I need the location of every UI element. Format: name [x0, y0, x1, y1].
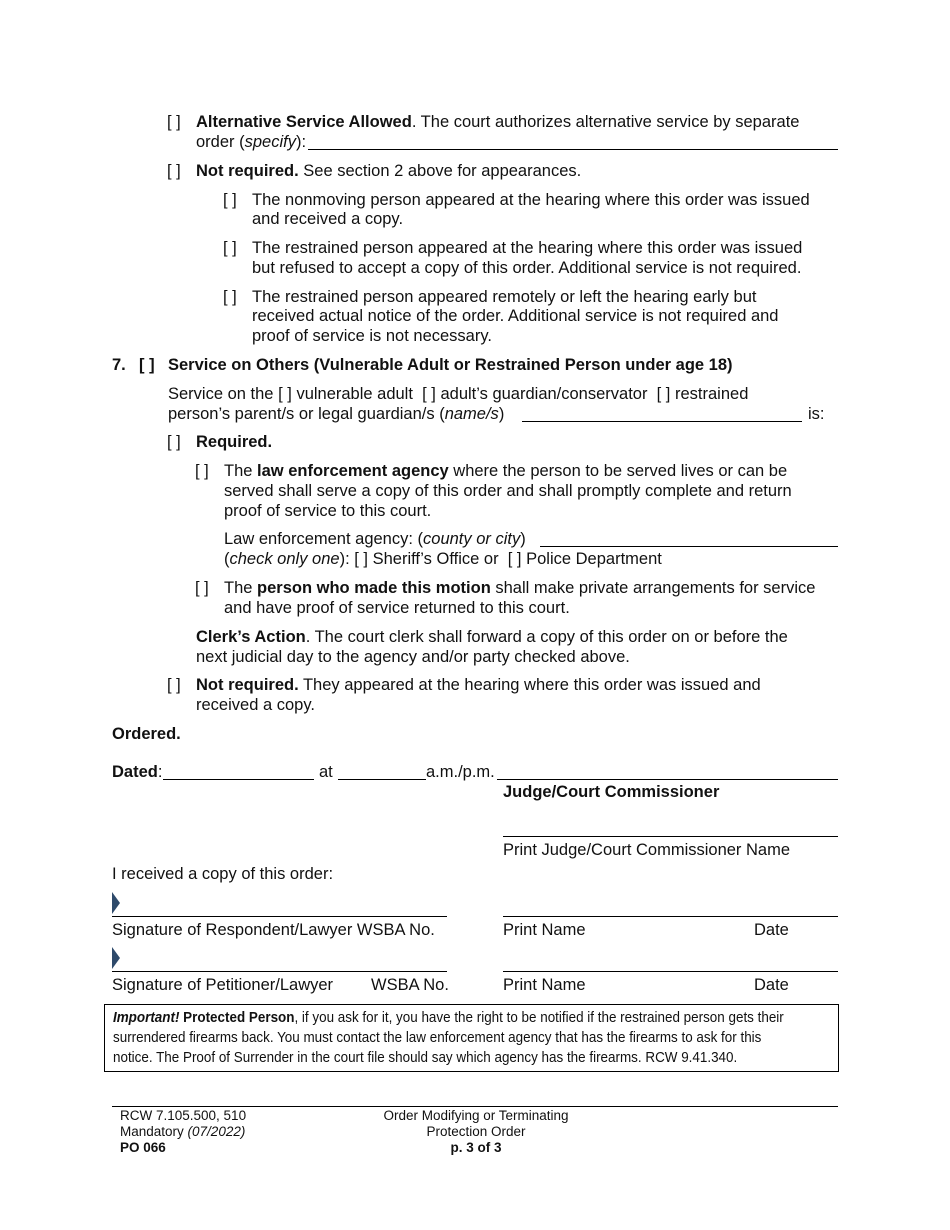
s7-not-required-line1 — [196, 675, 761, 695]
respondent-signature-field[interactable] — [112, 916, 447, 917]
option1-line1: The nonmoving person appeared at the hearing where this order was issued — [252, 191, 810, 209]
agency-label: Law enforcement agency: ( — [224, 530, 424, 548]
footer-form-number: PO 066 — [120, 1140, 166, 1155]
clerk-action-line1 — [196, 627, 788, 647]
agency-line — [224, 529, 526, 549]
sheriff-checkbox[interactable]: [ ] — [354, 550, 369, 568]
option1-checkbox[interactable]: [ ] — [223, 191, 237, 209]
dated-line — [112, 762, 162, 782]
law-enforcement-line3: proof of service to this court. — [224, 502, 432, 520]
sheriff-label: Sheriff’s Office or — [372, 550, 499, 568]
section7-checkbox[interactable]: [ ] — [139, 356, 155, 374]
footer-divider — [112, 1106, 838, 1107]
alt-service-line2 — [196, 132, 306, 152]
footer-mandatory-label: Mandatory — [120, 1124, 188, 1139]
s7-nr-title: Not required. — [196, 676, 299, 694]
le-text1: where the person to be served lives or can be — [448, 462, 788, 480]
alt-service-specify-field[interactable] — [308, 149, 838, 150]
petitioner-signature-label: Signature of Petitioner/Lawyer — [112, 976, 334, 994]
alt-service-checkbox[interactable]: [ ] — [167, 113, 181, 131]
person-motion-line1 — [224, 578, 815, 598]
agency-field[interactable] — [540, 546, 838, 547]
required-checkbox[interactable]: [ ] — [167, 433, 181, 451]
petitioner-print-field[interactable] — [503, 971, 838, 972]
notice-important: Important! — [113, 1010, 180, 1026]
respondent-print-name-label: Print Name — [503, 921, 586, 939]
petitioner-wsba-label: WSBA No. — [371, 976, 449, 994]
judge-label: Judge/Court Commissioner — [503, 783, 720, 801]
service-on-label: Service on the — [168, 385, 274, 403]
option3-line1: The restrained person appeared remotely or left the hearing early but — [252, 288, 757, 306]
not-required-line — [196, 161, 581, 181]
pm-the: The — [224, 579, 258, 597]
date-field[interactable] — [163, 779, 314, 780]
option2-line2: but refused to accept a copy of this order. Additional service is not required. — [252, 259, 802, 277]
guardian-checkbox[interactable]: [ ] — [422, 385, 436, 403]
notice-line2: surrendered firearms back. You must contact the law enforcement agency that has the firearms to ask for this — [113, 1030, 762, 1046]
order-close: ): — [295, 133, 307, 151]
service-on-line1 — [168, 384, 748, 404]
footer-page-number: p. 3 of 3 — [450, 1140, 502, 1155]
names-close: ) — [498, 405, 505, 423]
service-on-line2 — [168, 404, 504, 424]
police-label: Police Department — [526, 550, 662, 568]
names-field[interactable] — [522, 421, 802, 422]
restrained-checkbox[interactable]: [ ] — [656, 385, 671, 403]
footer-title2: Protection Order — [426, 1124, 526, 1139]
is-label: is: — [808, 405, 825, 423]
person-motion-line2: and have proof of service returned to this court. — [224, 599, 570, 617]
alt-service-title: Alternative Service Allowed — [196, 113, 412, 131]
alt-service-text: . The court authorizes alternative service by separate — [411, 113, 800, 131]
received-copy-label: I received a copy of this order: — [112, 865, 334, 883]
notice-text1: , if you ask for it, you have the right to be notified if the restrained person gets their — [294, 1010, 784, 1026]
law-enforcement-line1 — [224, 461, 787, 481]
notice-line3: notice. The Proof of Surrender in the court file should say which agency has the firearms. RCW 9.41.340. — [113, 1050, 738, 1066]
respondent-signature-label: Signature of Respondent/Lawyer WSBA No. — [112, 921, 435, 939]
vulnerable-adult-label: vulnerable adult — [296, 385, 413, 403]
not-required-checkbox[interactable]: [ ] — [167, 162, 181, 180]
dated-label: Dated — [112, 763, 158, 781]
police-checkbox[interactable]: [ ] — [507, 550, 522, 568]
section7-title: Service on Others (Vulnerable Adult or Restrained Person under age 18) — [168, 356, 733, 374]
section7-number: 7. — [112, 356, 126, 374]
option3-line3: proof of service is not necessary. — [252, 327, 492, 345]
person-motion-checkbox[interactable]: [ ] — [195, 579, 209, 597]
footer-title1: Order Modifying or Terminating — [383, 1108, 569, 1123]
specify-label: specify — [244, 133, 296, 151]
pm-bold: person who made this motion — [257, 579, 491, 597]
option3-checkbox[interactable]: [ ] — [223, 288, 237, 306]
time-field[interactable] — [338, 779, 426, 780]
order-label: order ( — [196, 133, 245, 151]
s7-not-required-checkbox[interactable]: [ ] — [167, 676, 181, 694]
judge-signature-field[interactable] — [497, 779, 838, 780]
clerk-action-line2: next judicial day to the agency and/or party checked above. — [196, 648, 630, 666]
required-label: Required. — [196, 433, 273, 451]
respondent-print-field[interactable] — [503, 916, 838, 917]
footer-mandatory — [120, 1124, 245, 1140]
dated-colon: : — [157, 763, 163, 781]
not-required-text: See section 2 above for appearances. — [298, 162, 582, 180]
footer-rcw: RCW 7.105.500, 510 — [120, 1108, 247, 1123]
le-the: The — [224, 462, 258, 480]
pm-text1: shall make private arrangements for service — [490, 579, 816, 597]
guardian-label: adult’s guardian/conservator — [440, 385, 648, 403]
not-required-title: Not required. — [196, 162, 299, 180]
s7-not-required-line2: received a copy. — [196, 696, 315, 714]
respondent-sign-arrow-icon — [112, 892, 120, 914]
s7-nr-text1: They appeared at the hearing where this order was issued and — [298, 676, 761, 694]
agency-close: ) — [520, 530, 526, 548]
names-label: name/s — [444, 405, 499, 423]
respondent-date-label: Date — [754, 921, 789, 939]
restrained-label: restrained — [675, 385, 749, 403]
petitioner-sign-arrow-icon — [112, 947, 120, 969]
option2-checkbox[interactable]: [ ] — [223, 239, 237, 257]
vulnerable-adult-checkbox[interactable]: [ ] — [278, 385, 292, 403]
check-only-label: check only one — [229, 550, 340, 568]
parents-label: person’s parent/s or legal guardian/s ( — [168, 405, 445, 423]
petitioner-date-label: Date — [754, 976, 789, 994]
option3-line2: received actual notice of the order. Additional service is not required and — [252, 307, 779, 325]
clerk-text1: . The court clerk shall forward a copy of this order on or before the — [305, 628, 788, 646]
ampm-label: a.m./p.m. — [426, 763, 495, 781]
clerk-bold: Clerk’s Action — [196, 628, 306, 646]
option1-line2: and received a copy. — [252, 210, 404, 228]
print-judge-label: Print Judge/Court Commissioner Name — [503, 841, 791, 859]
law-enforcement-checkbox[interactable]: [ ] — [195, 462, 209, 480]
check-close: ): — [339, 550, 350, 568]
at-label: at — [319, 763, 333, 781]
option2-line1: The restrained person appeared at the hearing where this order was issued — [252, 239, 803, 257]
le-bold: law enforcement agency — [257, 462, 449, 480]
important-notice-box — [104, 1004, 839, 1072]
petitioner-signature-field[interactable] — [112, 971, 447, 972]
county-city-label: county or city — [423, 530, 521, 548]
judge-name-field[interactable] — [503, 836, 838, 837]
notice-protected: Protected Person — [179, 1010, 295, 1026]
check-one-line: (check only one): [ ] Sheriff’s Office or [ ] Police Department — [224, 550, 662, 568]
alt-service-line1 — [196, 112, 799, 132]
law-enforcement-line2: served shall serve a copy of this order and shall promptly complete and return — [224, 482, 792, 500]
notice-line1 — [113, 1008, 784, 1028]
petitioner-print-name-label: Print Name — [503, 976, 586, 994]
ordered-label: Ordered. — [112, 725, 181, 743]
footer-version: (07/2022) — [187, 1124, 246, 1139]
